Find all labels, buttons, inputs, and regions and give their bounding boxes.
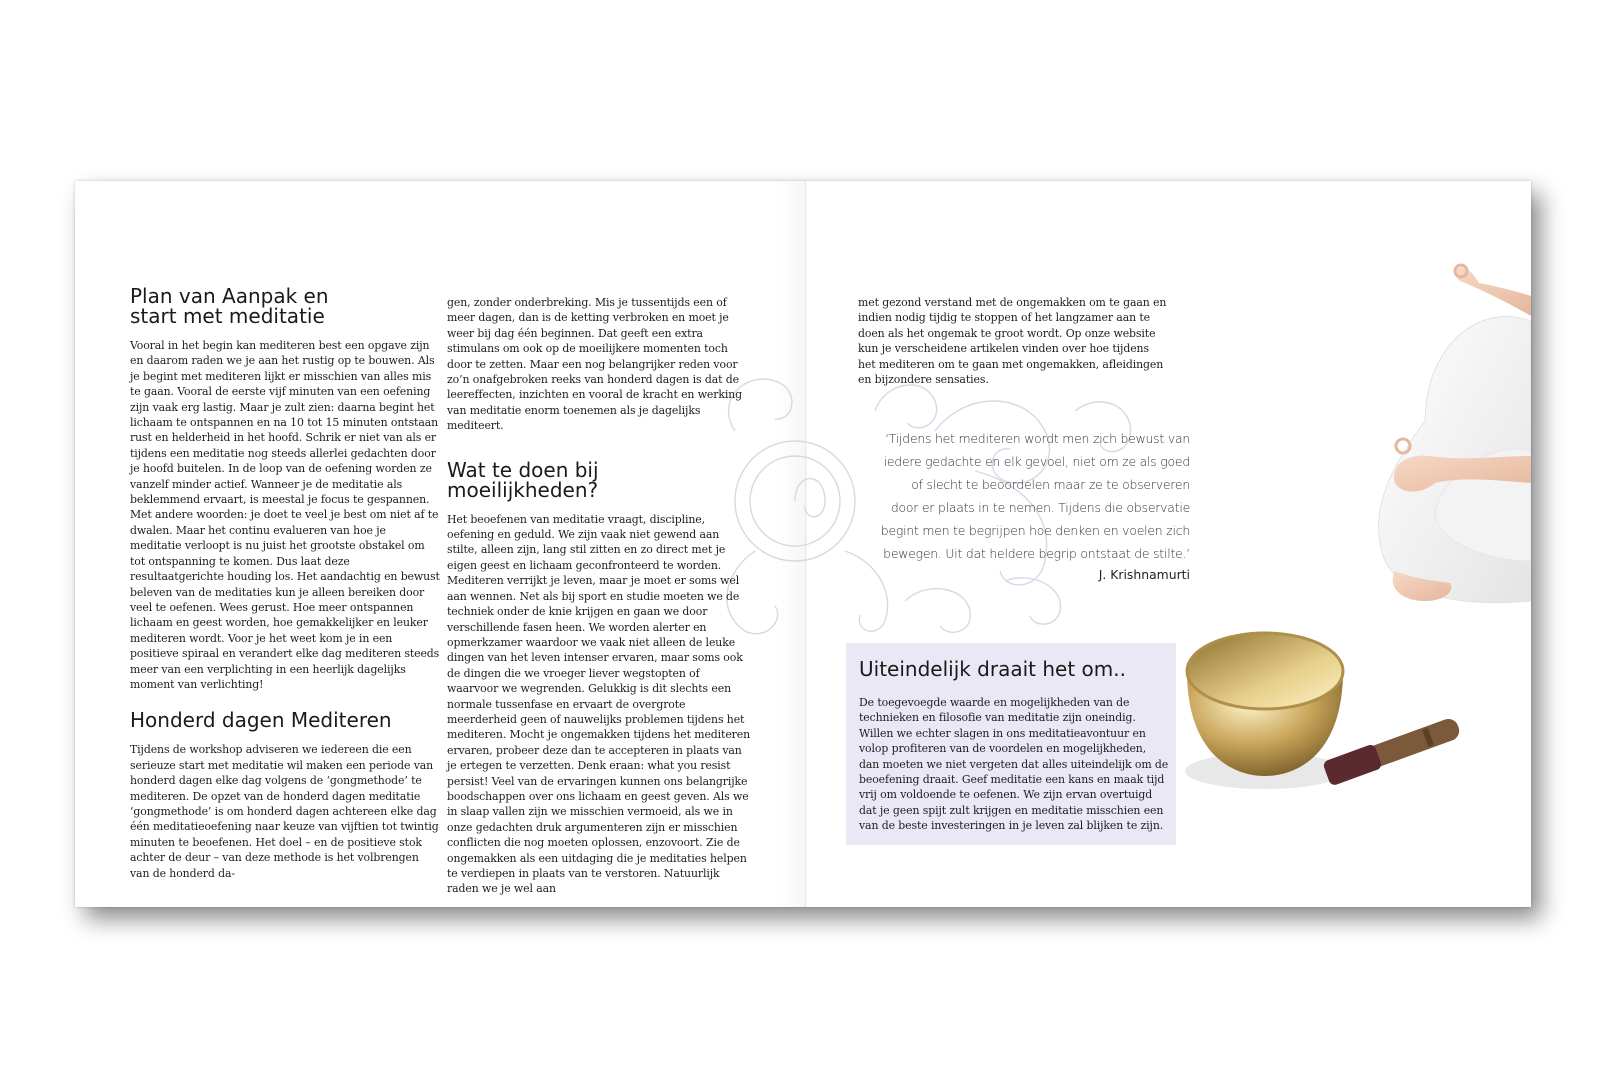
title-line-1: Wat te doen bij: [447, 457, 599, 482]
right-column-1: [858, 295, 1168, 387]
continuation-text-col3: met gezond verstand met de ongemakken om te gaan en indien nodig tijdig te stoppen of het langzamer aan te doen als het ongemak te groot wordt. Op onze website kun je verscheidene artikelen vinden over hoe tijdens het mediteren om te gaan met ongemakken, afleidingen en bijzondere sensaties.: [858, 296, 1167, 387]
quote-author: J. Krishnamurti: [1098, 567, 1190, 582]
section-title-moeilijkheden: [447, 457, 753, 502]
quote-line: bewegen. Uit dat heldere begrip ontstaat de stilte.’: [883, 546, 1190, 561]
section-body-honderd-dagen: Tijdens de workshop adviseren we iedereen die een serieuze start met meditatie wil maken een periode van honderd dagen elke dag volgens de ‘gongmethode’ te mediteren. De opzet van de honderd dagen meditatie ‘gongmethode’ is om honderd dagen achtereen elke dag één meditatieoefening naar keuze van vijftien tot twintig minuten te beoefenen. Het doel – en de positieve stok achter de deur – van deze methode is het volbrengen van de honderd da-: [130, 743, 439, 880]
left-column-1: [130, 286, 440, 881]
section-title-plan: [130, 286, 440, 326]
quote-line: begint men te begrijpen hoe denken en voelen zich: [880, 523, 1190, 538]
continuation-text-col2: gen, zonder onderbreking. Mis je tussentijds een of meer dagen, dan is de ketting verbroken en moet je weer bij dag één beginnen. Dat geeft een extra stimulans om ook op de moeilijkere momenten toch door te zetten. Maar een nog belangrijker reden voor zo’n onafgebroken reeks van honderd dagen is dat de leereffecten, inzichten en vooral de kracht en werking van meditatie enorm toenemen als je dagelijks mediteert.: [447, 296, 743, 433]
left-column-2: [447, 295, 753, 897]
title-line-1: Plan van Aanpak en: [130, 284, 329, 308]
section-title-honderd-dagen: Honderd dagen Mediteren: [130, 708, 392, 733]
quote-line: door er plaats in te nemen. Tijdens die observatie: [890, 500, 1190, 515]
conclusion-box: [846, 643, 1176, 845]
book-spread: [75, 181, 1531, 907]
box-title: Uiteindelijk draait het om..: [859, 657, 1126, 681]
meditating-person-icon: [1275, 261, 1531, 621]
singing-bowl-icon: [1175, 621, 1465, 821]
box-body: De toegevoegde waarde en mogelijkheden van de technieken en filosofie van meditatie zijn oneindig. Willen we echter slagen in ons meditatieavontuur en volop profiteren van de voordelen en mogelijkheden, dan moeten we niet vergeten dat alles uiteindelijk om de beoefening draait. Geef meditatie een kans en maak tijd vrij om voldoende te oefenen. We zijn ervan overtuigd dat je geen spijt zult krijgen en meditatie misschien een van de beste investeringen in je leven zal blijken te zijn.: [859, 696, 1169, 833]
quote-line: ‘Tijdens het mediteren wordt men zich bewust van: [885, 431, 1190, 446]
section-body-moeilijkheden: Het beoefenen van meditatie vraagt, discipline, oefening en geduld. We zijn vaak niet gewend aan stilte, alleen zijn, lang stil zitten en zo direct met je eigen geest en lichaam geconfronteerd te worden. Mediteren verrijkt je leven, maar je moet er soms wel aan wennen. Net als bij sport en studie moeten we de techniek onder de knie krijgen en gaan we door verschillende fasen heen. We worden alerter en opmerkzamer waardoor we vaak niet alleen de leuke dingen van het leven intenser ervaren, maar soms ook de dingen die we vroeger liever wegstopten of waarvoor we wegrenden. Gelukkig is dit slechts een normale tussenfase en ervaart de overgrote meerderheid geen of nauwelijks problemen tijdens het mediteren. Mocht je ongemakken tijdens het mediteren ervaren, probeer deze dan te accepteren in plaats van je ertegen te verzetten. Denk eraan: what you resist persist! Veel van de ervaringen kunnen ons belangrijke boodschappen over ons lichaam en geest geven. Als we in slaap vallen zijn we misschien vermoeid, als we in onze gedachten druk argumenteren zijn er misschien conflicten die nog moeten oplossen, enzovoort. Zie de ongemakken als een uitdaging die je meditaties helpen te verdiepen in plaats van te verstoren. Natuurlijk raden we je wel aan: [447, 512, 751, 896]
krishnamurti-quote: [845, 427, 1190, 565]
section-body-plan: Vooral in het begin kan mediteren best een opgave zijn en daarom raden we je aan het rustig op te bouwen. Als je begint met mediteren lijkt er misschien van alles mis te gaan. Vooral de eerste vijf minuten van een oefening zijn vaak erg lastig. Maar je zult zien: daarna begint het lichaam te ontspannen en na 10 tot 15 minuten ontstaan rust en helderheid in het hoofd. Schrik er niet van als er tijdens een meditatie nog steeds allerlei gedachten door je hoofd buitelen. In de loop van de oefening worden ze vanzelf minder actief. Wanneer je de meditatie als beklemmend ervaart, is meestal je focus te gespannen. Met andere woorden: je doet te veel je best om niet af te dwalen. Maar het continu evalueren van hoe je meditatie verloopt is nu juist het grootste obstakel om tot ontspanning te komen. Dus laat deze resultaatgerichte houding los. Het aandachtig en bewust beleven van de meditaties kun je alleen bereiken door veel te oefenen. Wees gerust. Hoe meer ontspannen lichaam en geest worden, hoe gemakkelijker en leuker mediteren wordt. Voor je het weet kom je in een positieve spiraal en verandert elke dag mediteren steeds meer van een verplichting in een heerlijk dagelijks moment van verlichting!: [130, 339, 440, 691]
quote-line: of slecht te beoordelen maar ze te observeren: [911, 477, 1190, 492]
quote-line: iedere gedachte en elk gevoel, niet om ze als goed: [883, 454, 1190, 469]
title-line-2: start met meditatie: [130, 304, 325, 328]
title-line-2: moeilijkheden?: [447, 477, 599, 502]
